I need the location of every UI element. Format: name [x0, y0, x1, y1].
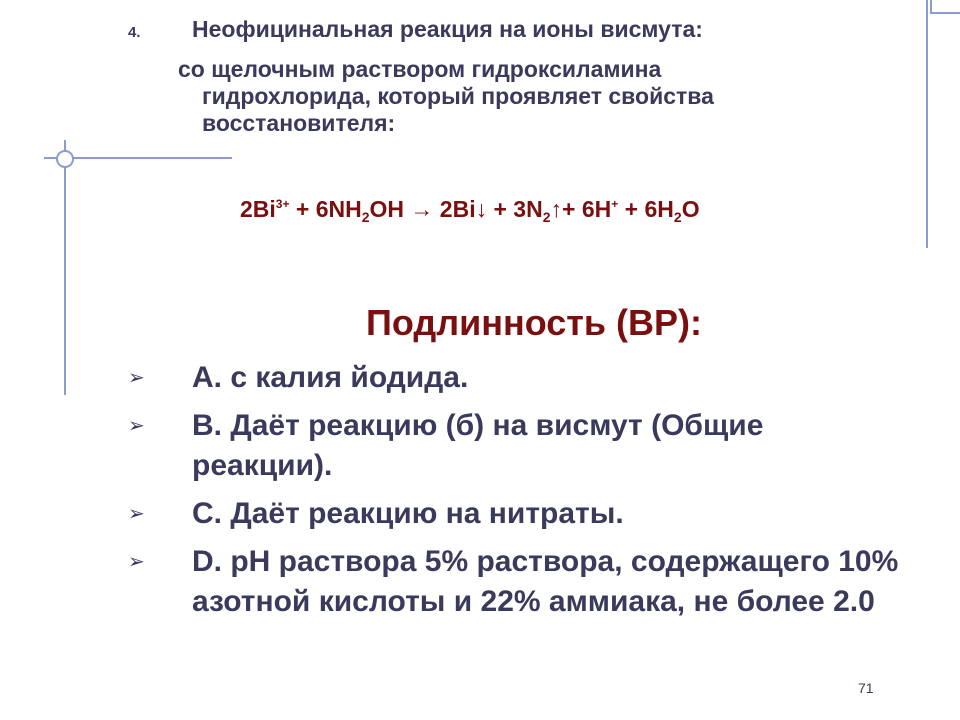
bullet-arrow-icon: ➢: [128, 415, 145, 437]
bullet-arrow-icon: ➢: [128, 367, 145, 389]
reaction-description: [178, 56, 918, 137]
bullet-arrow-icon: ➢: [128, 551, 145, 573]
decor-right-line: [926, 0, 928, 248]
decor-vertical-line: [64, 140, 66, 395]
eq-part: + 6H: [618, 196, 674, 222]
description-line-3: восстановителя:: [202, 110, 396, 136]
list-item-text: C. Даёт реакцию на нитраты.: [192, 497, 624, 530]
bullet-arrow-icon: ➢: [128, 503, 145, 525]
description-line-2: гидрохлорида, который проявляет свойства: [202, 83, 714, 109]
arrow-down-icon: ↓: [475, 196, 488, 222]
eq-part: OH: [369, 196, 411, 222]
eq-subscript: 2: [542, 209, 551, 225]
page-number: 71: [858, 680, 874, 696]
slide-heading: Неофицинальная реакция на ионы висмута:: [192, 16, 703, 42]
description-line-1: со щелочным раствором гидроксиламина: [178, 56, 662, 82]
section-title: Подлинность (ВР):: [365, 302, 702, 343]
authenticity-list: [128, 358, 908, 630]
list-item: [128, 542, 908, 622]
eq-part: + 6H: [562, 196, 612, 222]
eq-part: + 6NH: [289, 196, 362, 222]
list-item-text: D. pH раствора 5% раствора, содержащего 10% азотной кислоты и 22% аммиака, не более 2.0: [192, 545, 899, 618]
eq-charge: 3+: [275, 197, 290, 211]
arrow-up-icon: ↑: [550, 196, 563, 222]
decor-corner: [930, 0, 960, 14]
list-item-text: B. Даёт реакцию (б) на висмут (Общие реакции).: [192, 409, 764, 482]
list-item: [128, 406, 908, 486]
list-item: [128, 358, 908, 398]
chemical-equation: [240, 196, 700, 225]
eq-part: 2Bi: [240, 196, 276, 222]
eq-part: 2Bi: [433, 196, 476, 222]
decor-circle-icon: [56, 150, 74, 168]
eq-part: O: [681, 196, 700, 222]
eq-part: + 3N: [487, 196, 543, 222]
arrow-right-icon: →: [410, 196, 434, 222]
eq-charge: +: [611, 197, 619, 211]
list-item-text: A. с калия йодида.: [192, 361, 469, 394]
list-item: [128, 494, 908, 534]
item-number: 4.: [128, 24, 141, 41]
eq-subscript: 2: [673, 209, 682, 225]
eq-subscript: 2: [361, 209, 370, 225]
